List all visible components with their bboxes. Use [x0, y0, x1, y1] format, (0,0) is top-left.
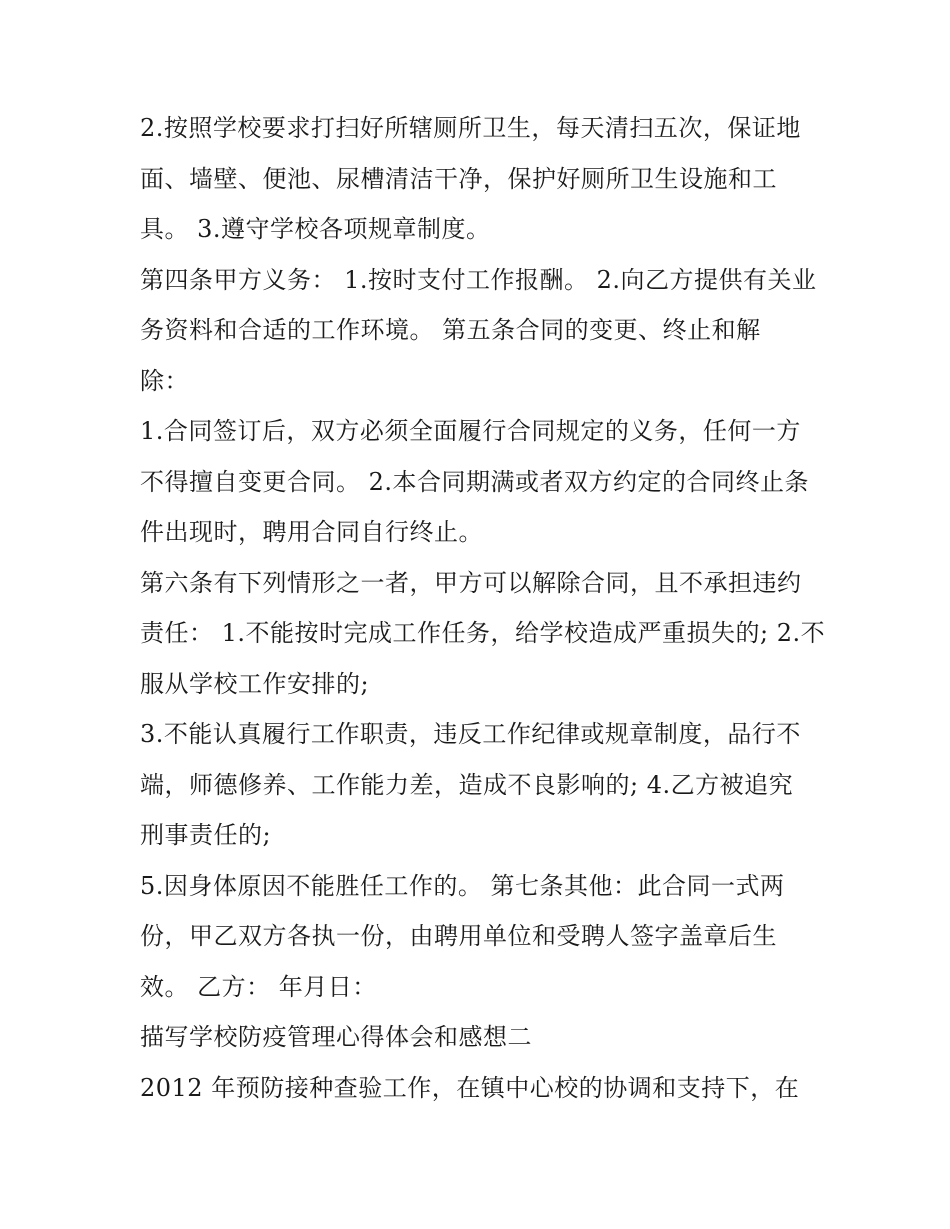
document-body	[140, 103, 826, 1113]
paragraph-vaccination	[140, 1063, 820, 1114]
text-line: 5.因身体原因不能胜任工作的。 第七条其他：此合同一式两	[140, 871, 785, 900]
text-line: 务资料和合适的工作环境。 第五条合同的变更、终止和解	[140, 316, 761, 344]
paragraph-dismissal-conditions	[140, 709, 820, 861]
text-line: 第四条甲方义务： 1.按时支付工作报酬。 2.向乙方提供有关业	[140, 265, 817, 294]
text-line: 责任： 1.不能按时完成工作任务，给学校造成严重损失的; 2.不	[140, 619, 826, 647]
text-line: 具。 3.遵守学校各项规章制度。	[140, 215, 491, 243]
text-line: 2012 年预防接种查验工作，在镇中心校的协调和支持下，在	[140, 1073, 800, 1102]
text-line: 件出现时，聘用合同自行终止。	[140, 518, 483, 546]
text-line: 效。 乙方： 年月日：	[140, 972, 377, 1001]
text-line: 3.不能认真履行工作职责，违反工作纪律或规章制度，品行不	[140, 720, 801, 748]
text-line: 端，师德修养、工作能力差，造成不良影响的; 4.乙方被追究	[140, 770, 794, 799]
section-heading	[140, 1012, 820, 1063]
text-line: 份，甲乙双方各执一份，由聘用单位和受聘人签字盖章后生	[140, 922, 777, 950]
paragraph-contract-change	[140, 406, 820, 558]
text-line: 面、墙壁、便池、尿槽清洁干净，保护好厕所卫生设施和工	[140, 164, 777, 193]
paragraph-article-four	[140, 255, 820, 407]
text-line: 2.按照学校要求打扫好所辖厕所卫生，每天清扫五次，保证地	[140, 114, 801, 142]
paragraph-article-seven	[140, 861, 820, 1013]
text-line: 除：	[140, 366, 189, 395]
text-line: 不得擅自变更合同。 2.本合同期满或者双方约定的合同终止条	[140, 467, 810, 496]
paragraph-article-six	[140, 558, 826, 710]
text-line: 第六条有下列情形之一者，甲方可以解除合同，且不承担违约	[140, 568, 802, 597]
text-line: 刑事责任的;	[140, 821, 272, 849]
text-line: 1.合同签订后，双方必须全面履行合同规定的义务，任何一方	[140, 417, 801, 445]
paragraph-duty-cleaning	[140, 103, 820, 255]
text-line: 服从学校工作安排的;	[140, 669, 370, 698]
heading-line: 描写学校防疫管理心得体会和感想二	[140, 1023, 532, 1051]
